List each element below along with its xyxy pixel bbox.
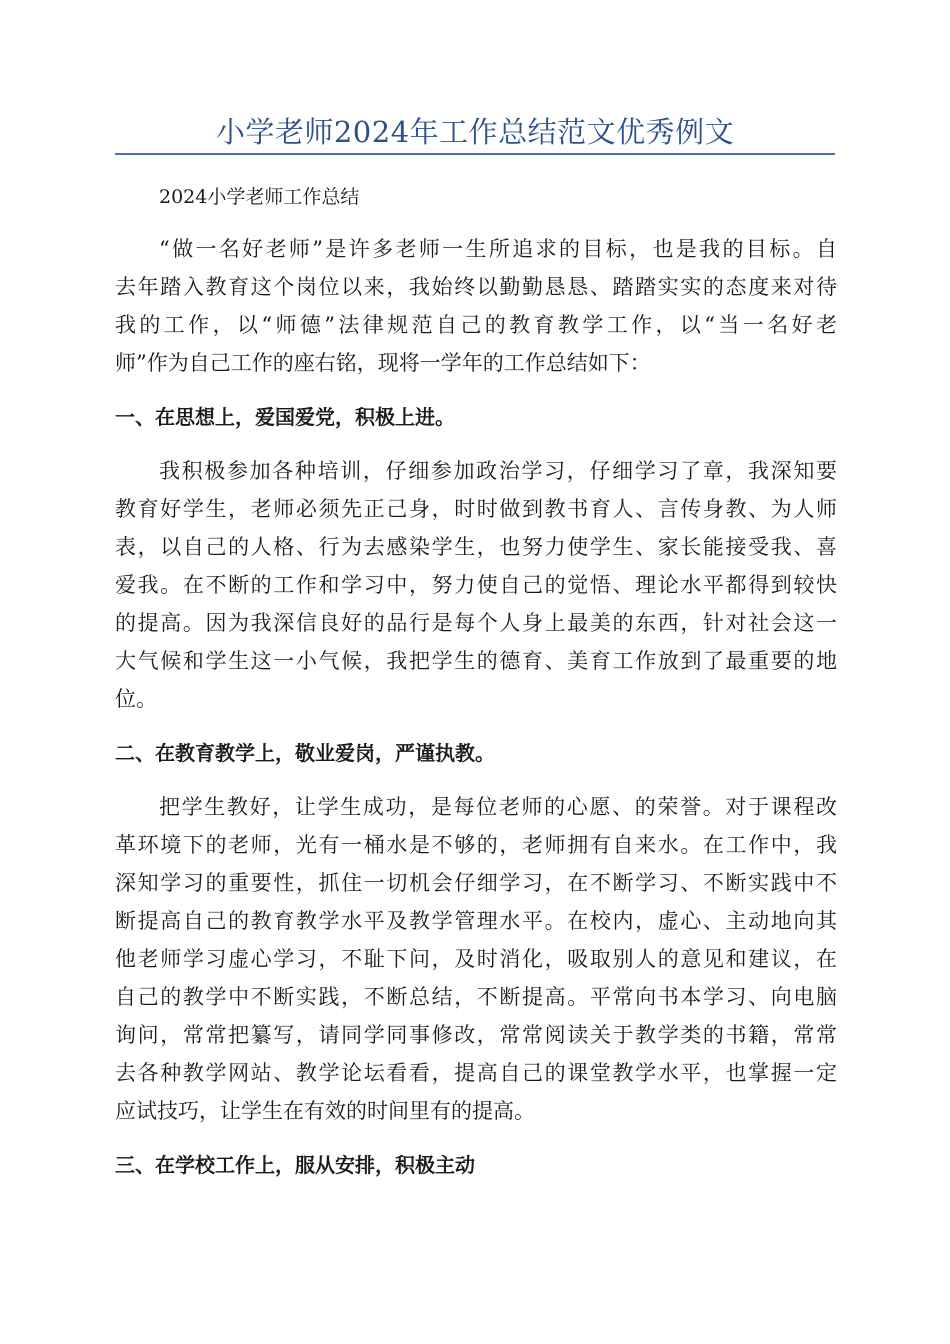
paragraph-line: 我的工作，以“师德”法律规范自己的教育教学工作，以“当一名好老 bbox=[115, 313, 837, 337]
document-title: 小学老师2024年工作总结范文优秀例文 bbox=[215, 115, 735, 149]
document-subtitle: 2024小学老师工作总结 bbox=[159, 186, 360, 208]
intro-paragraph bbox=[115, 230, 837, 382]
paragraph-line: “做一名好老师”是许多老师一生所追求的目标，也是我的目标。自 bbox=[159, 237, 837, 261]
paragraph-line: 深知学习的重要性，抓住一切机会仔细学习，在不断学习、不断实践中不 bbox=[115, 871, 837, 895]
paragraph-line: 我积极参加各种培训，仔细参加政治学习，仔细学习了章，我深知要 bbox=[159, 459, 837, 483]
paragraph-line: 应试技巧，让学生在有效的时间里有的提高。 bbox=[115, 1099, 535, 1123]
paragraph-line: 的提高。因为我深信良好的品行是每个人身上最美的东西，针对社会这一 bbox=[115, 611, 837, 635]
section-heading-2: 二、在教育教学上，敬业爱岗，严谨执教。 bbox=[115, 741, 495, 765]
paragraph-line: 表，以自己的人格、行为去感染学生，也努力使学生、家长能接受我、喜 bbox=[115, 535, 837, 559]
paragraph-line: 把学生教好，让学生成功，是每位老师的心愿、的荣誉。对于课程改 bbox=[159, 795, 837, 819]
paragraph-line: 革环境下的老师，光有一桶水是不够的，老师拥有自来水。在工作中，我 bbox=[115, 833, 837, 857]
paragraph-line: 自己的教学中不断实践，不断总结，不断提高。平常向书本学习、向电脑 bbox=[115, 985, 837, 1009]
paragraph-line: 位。 bbox=[115, 687, 157, 711]
section-2-paragraph bbox=[115, 788, 837, 1130]
paragraph-line: 大气候和学生这一小气候，我把学生的德育、美育工作放到了最重要的地 bbox=[115, 649, 837, 673]
section-heading-3: 三、在学校工作上，服从安排，积极主动 bbox=[115, 1153, 475, 1177]
paragraph-line: 询问，常常把纂写，请同学同事修改，常常阅读关于教学类的书籍，常常 bbox=[115, 1023, 837, 1047]
paragraph-line: 他老师学习虚心学习，不耻下问，及时消化，吸取别人的意见和建议，在 bbox=[115, 947, 837, 971]
paragraph-line: 去各种教学网站、教学论坛看看，提高自己的课堂教学水平，也掌握一定 bbox=[115, 1061, 837, 1085]
paragraph-line: 教育好学生，老师必须先正己身，时时做到教书育人、言传身教、为人师 bbox=[115, 497, 837, 521]
paragraph-line: 去年踏入教育这个岗位以来，我始终以勤勤恳恳、踏踏实实的态度来对待 bbox=[115, 275, 837, 299]
section-heading-1: 一、在思想上，爱国爱党，积极上进。 bbox=[115, 405, 455, 429]
section-1-paragraph bbox=[115, 452, 837, 718]
title-underline bbox=[115, 153, 835, 155]
paragraph-line: 爱我。在不断的工作和学习中，努力使自己的觉悟、理论水平都得到较快 bbox=[115, 573, 837, 597]
document-body bbox=[115, 178, 837, 1184]
paragraph-line: 师”作为自己工作的座右铭，现将一学年的工作总结如下： bbox=[115, 351, 651, 375]
paragraph-line: 断提高自己的教育教学水平及教学管理水平。在校内，虚心、主动地向其 bbox=[115, 909, 837, 933]
